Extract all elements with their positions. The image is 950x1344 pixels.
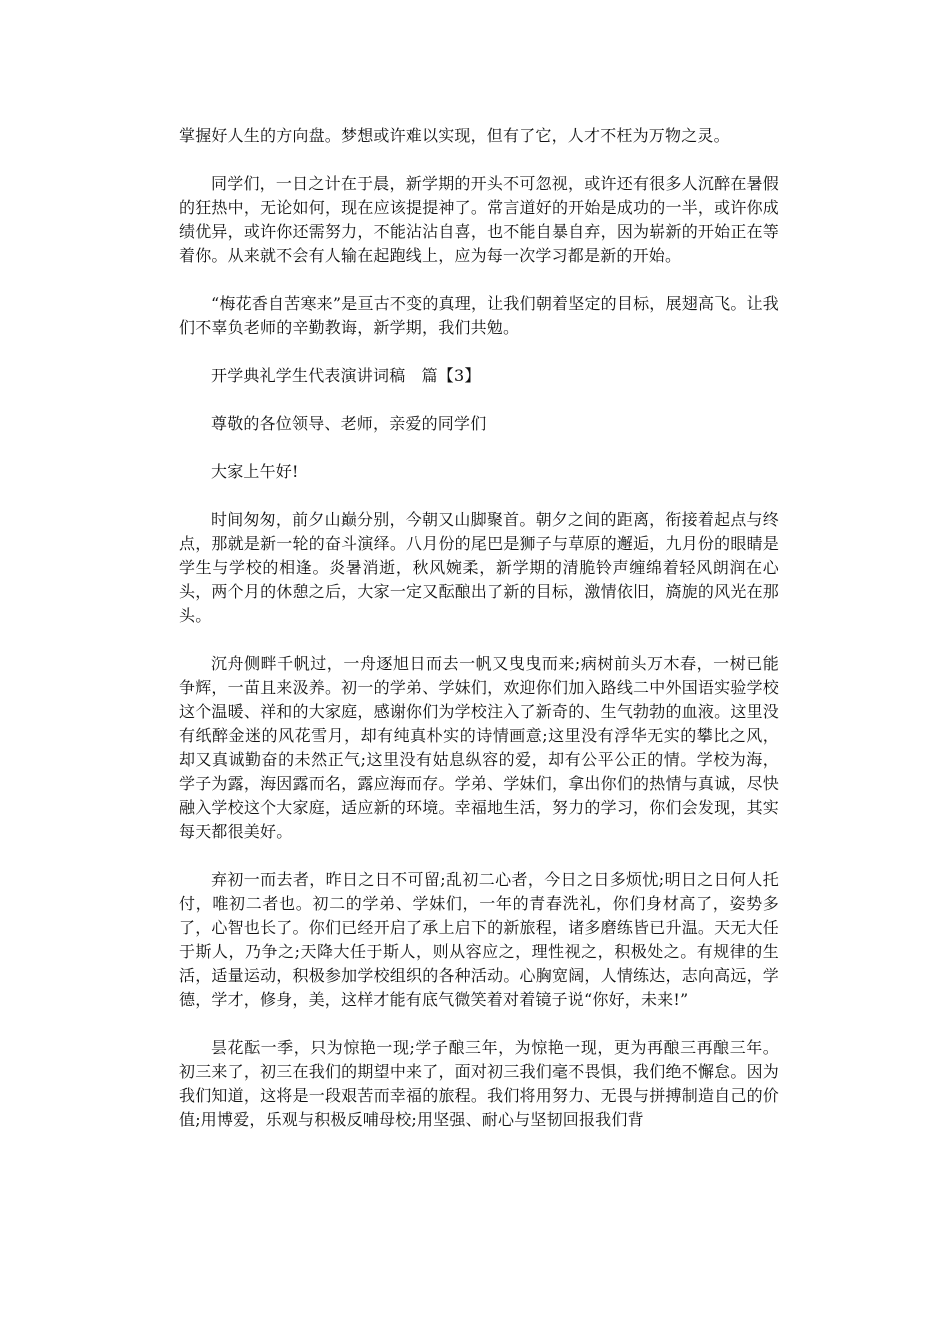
greeting: 大家上午好! <box>211 462 299 481</box>
paragraph-new-semester: 同学们，一日之计在于晨，新学期的开头不可忽视，或许还有很多人沉醉在暑假的狂热中，无论如何，现在应该提提神了。常言道好的开始是成功的一半，或许你成绩优异，或许你还需努力，不能沾沾自喜，也不能自暴自弃，因为崭新的开始正在等着你。从来就不会有人输在起跑线上，应为每一次学习都是新的开始。 <box>179 174 779 265</box>
paragraph-grade-one: 沉舟侧畔千帆过，一舟逐旭日而去一帆又曳曳而来;病树前头万木春，一树已能争辉，一苗且来汲养。初一的学弟、学妹们，欢迎你们加入路线二中外国语实验学校这个温暖、祥和的大家庭，感谢你们为学校注入了新奇的、生气勃勃的血液。这里没有纸醉金迷的风花雪月，却有纯真朴实的诗情画意;这里没有浮华无实的攀比之风，却又真诚勤奋的未然正气;这里没有姑息纵容的爱，却有公平公正的情。学校为海，学子为露，海因露而名，露应海而存。学弟、学妹们，拿出你们的热情与真诚，尽快融入学校这个大家庭，适应新的环境。幸福地生活，努力的学习，你们会发现，其实每天都很美好。 <box>179 654 779 841</box>
paragraph-grade-two: 弃初一而去者，昨日之日不可留;乱初二心者，今日之日多烦忧;明日之日何人托付，唯初二者也。初二的学弟、学妹们，一年的青春洗礼，你们身材高了，姿势多了，心智也长了。你们已经开启了承上启下的新旅程，诸多磨练皆已升温。天无大任于斯人，乃争之;天降大任于斯人，则从容应之，理性视之，积极处之。有规律的生活，适量运动，积极参加学校组织的各种活动。心胸宽阔，人情练达，志向高远，学德，学才，修身，美，这样才能有底气微笑着对着镜子说“你好，未来!” <box>179 870 779 1009</box>
paragraph-time-passing: 时间匆匆，前夕山巅分别，今朝又山脚聚首。朝夕之间的距离，衔接着起点与终点，那就是新一轮的奋斗演绎。八月份的尾巴是狮子与草原的邂逅，九月份的眼睛是学生与学校的相逢。炎暑消逝，秋风婉柔，新学期的清脆铃声缠绵着轻风朗润在心头，两个月的休憩之后，大家一定又酝酿出了新的目标，激情依旧，旖旎的风光在那头。 <box>179 510 779 625</box>
paragraph-continuation: 掌握好人生的方向盘。梦想或许难以实现，但有了它，人才不枉为万物之灵。 <box>179 126 730 145</box>
salutation: 尊敬的各位领导、老师，亲爱的同学们 <box>211 414 487 433</box>
paragraph-grade-three: 昙花酝一季，只为惊艳一现;学子酿三年，为惊艳一现，更为再酿三再酿三年。初三来了，初三在我们的期望中来了，面对初三我们毫不畏惧，我们绝不懈怠。因为我们知道，这将是一段艰苦而幸福的旅程。我们将用努力、无畏与拼搏制造自己的价值;用博爱，乐观与积极反哺母校;用坚强、耐心与坚韧回报我们背 <box>179 1038 779 1129</box>
section-heading: 开学典礼学生代表演讲词稿 篇【3】 <box>211 366 481 385</box>
paragraph-plum-blossom: “梅花香自苦寒来”是亘古不变的真理，让我们朝着坚定的目标，展翅高飞。让我们不辜负老师的辛勤教诲，新学期，我们共勉。 <box>179 294 779 337</box>
document-body <box>179 124 779 1132</box>
